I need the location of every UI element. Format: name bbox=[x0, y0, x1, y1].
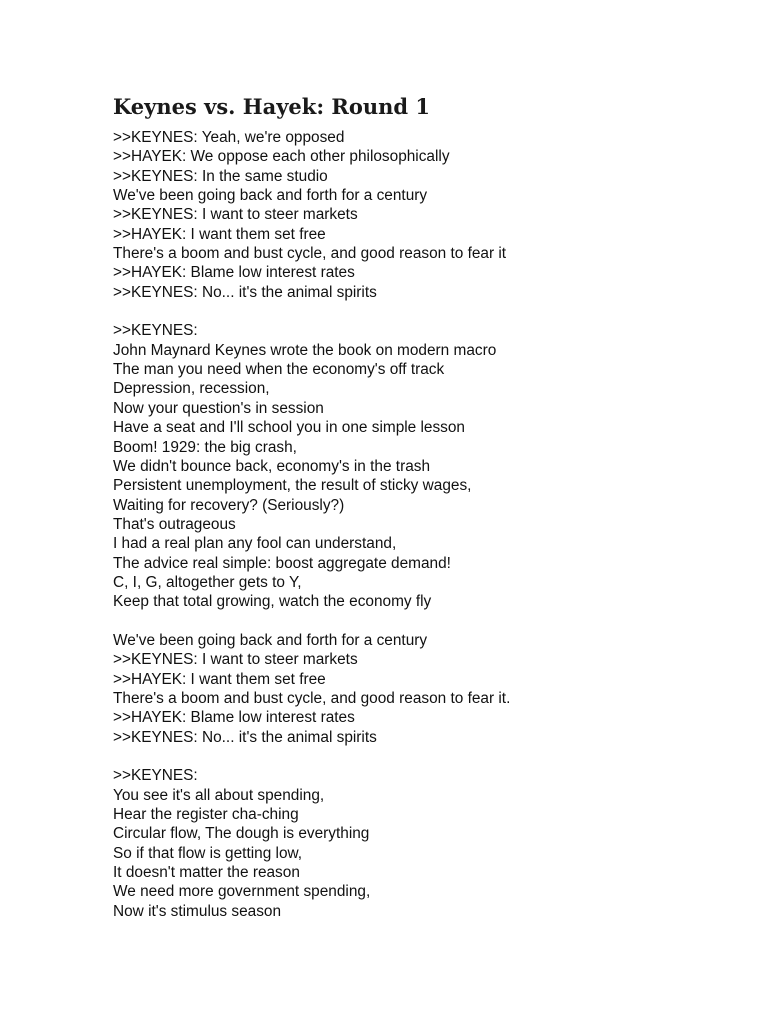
text-line: Boom! 1929: the big crash, bbox=[113, 438, 297, 456]
stanza-1 bbox=[113, 128, 713, 302]
text-line: >>HAYEK: We oppose each other philosophically bbox=[113, 148, 450, 166]
text-line: Circular flow, The dough is everything bbox=[113, 825, 370, 843]
text-line: I had a real plan any fool can understand, bbox=[113, 535, 397, 553]
document-title: Keynes vs. Hayek: Round 1 bbox=[113, 94, 430, 119]
text-line: We've been going back and forth for a century bbox=[113, 631, 428, 649]
text-line: >>HAYEK: I want them set free bbox=[113, 670, 326, 688]
text-line: >>HAYEK: Blame low interest rates bbox=[113, 264, 355, 282]
text-line: So if that flow is getting low, bbox=[113, 844, 303, 862]
stanza-2 bbox=[113, 321, 713, 611]
text-line: >>KEYNES: In the same studio bbox=[113, 167, 328, 185]
text-line: >>KEYNES: bbox=[113, 322, 198, 340]
text-line: >>KEYNES: I want to steer markets bbox=[113, 651, 358, 669]
text-line: There's a boom and bust cycle, and good reason to fear it. bbox=[113, 689, 511, 707]
text-line: That's outrageous bbox=[113, 515, 236, 533]
text-line: >>KEYNES: No... it's the animal spirits bbox=[113, 728, 377, 746]
text-line: We've been going back and forth for a century bbox=[113, 187, 428, 205]
text-line: You see it's all about spending, bbox=[113, 786, 325, 804]
text-line: >>HAYEK: Blame low interest rates bbox=[113, 709, 355, 727]
text-line: >>KEYNES: No... it's the animal spirits bbox=[113, 283, 377, 301]
lyrics-body bbox=[113, 128, 713, 940]
text-line: >>HAYEK: I want them set free bbox=[113, 225, 326, 243]
text-line: Now your question's in session bbox=[113, 399, 324, 417]
text-line: John Maynard Keynes wrote the book on modern macro bbox=[113, 341, 497, 359]
text-line: The advice real simple: boost aggregate demand! bbox=[113, 554, 451, 572]
text-line: It doesn't matter the reason bbox=[113, 864, 300, 882]
text-line: Have a seat and I'll school you in one simple lesson bbox=[113, 419, 465, 437]
text-line: We didn't bounce back, economy's in the trash bbox=[113, 457, 431, 475]
text-line: Persistent unemployment, the result of sticky wages, bbox=[113, 477, 472, 495]
text-line: Keep that total growing, watch the economy fly bbox=[113, 593, 432, 611]
text-line: >>KEYNES: I want to steer markets bbox=[113, 206, 358, 224]
text-line: Waiting for recovery? (Seriously?) bbox=[113, 496, 345, 514]
text-line: The man you need when the economy's off track bbox=[113, 361, 445, 379]
text-line: C, I, G, altogether gets to Y, bbox=[113, 573, 302, 591]
text-line: Now it's stimulus season bbox=[113, 902, 282, 920]
text-line: >>KEYNES: Yeah, we're opposed bbox=[113, 129, 345, 146]
stanza-4 bbox=[113, 766, 713, 921]
text-line: Depression, recession, bbox=[113, 380, 270, 398]
stanza-3 bbox=[113, 631, 713, 747]
text-line: >>KEYNES: bbox=[113, 767, 198, 785]
text-line: We need more government spending, bbox=[113, 883, 371, 901]
text-line: Hear the register cha-ching bbox=[113, 806, 299, 824]
text-line: There's a boom and bust cycle, and good reason to fear it bbox=[113, 245, 507, 263]
